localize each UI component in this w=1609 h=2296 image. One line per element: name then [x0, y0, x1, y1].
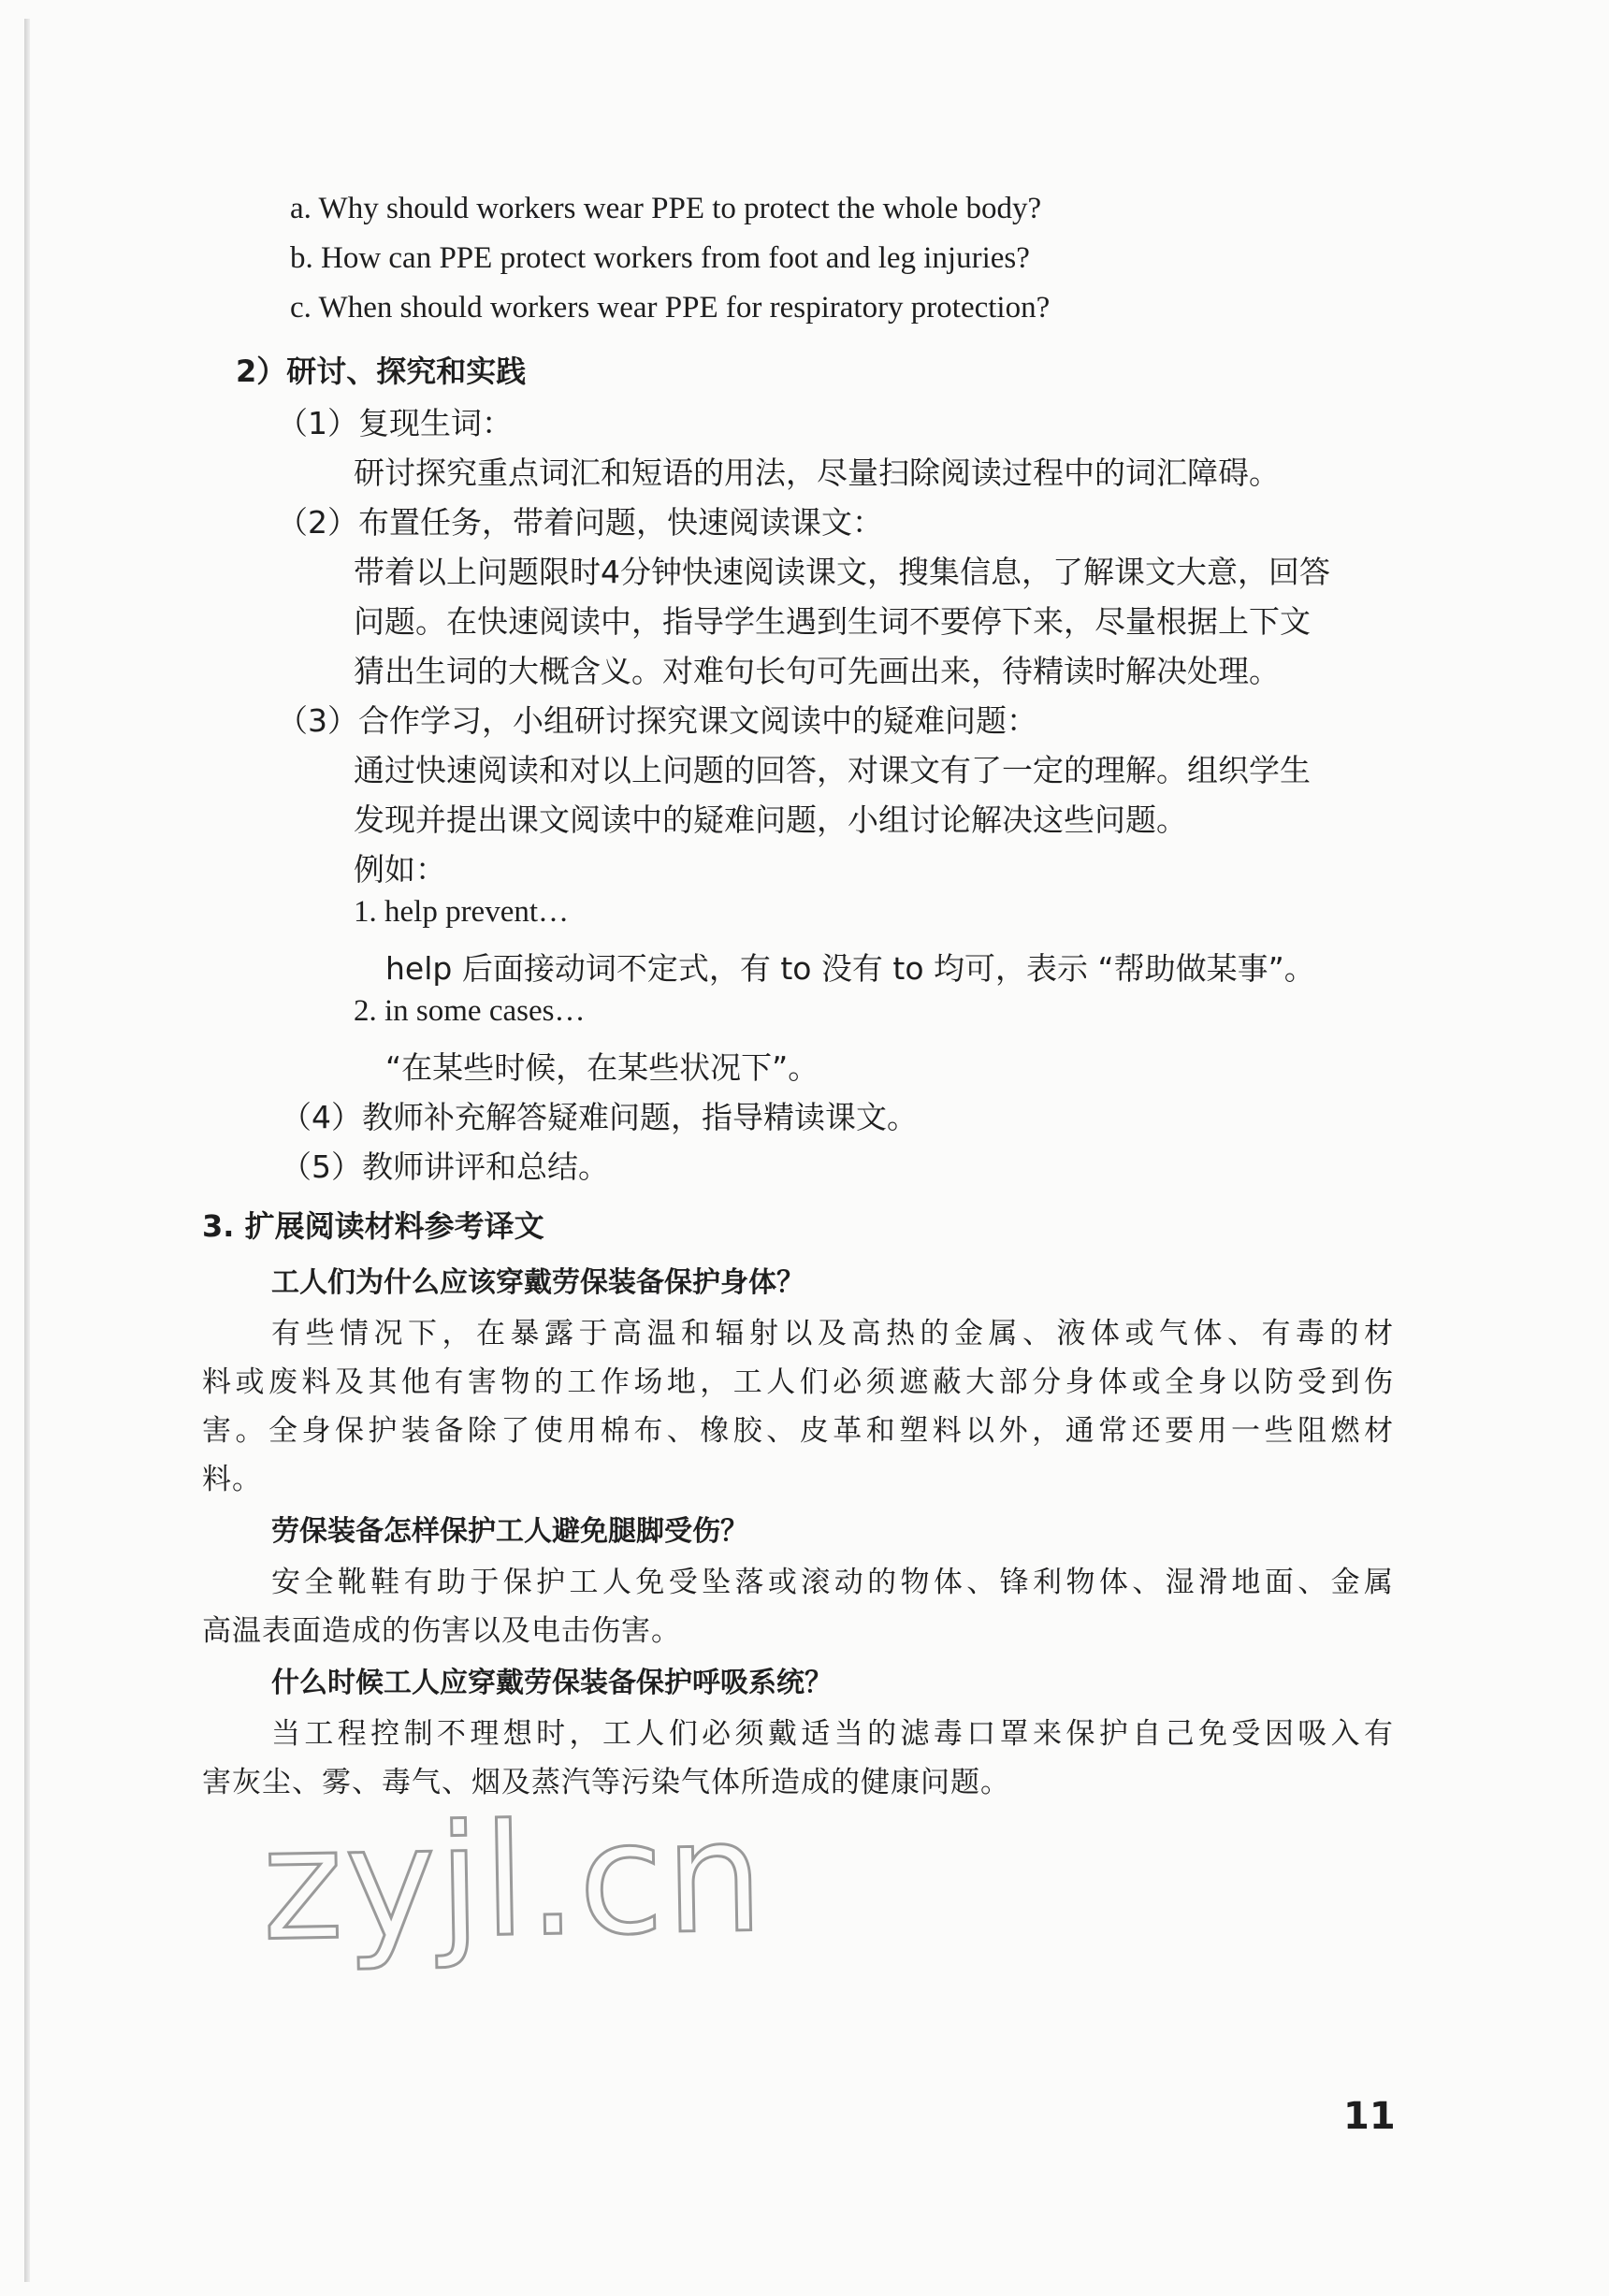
section3-heading: 3. 扩展阅读材料参考译文	[202, 1208, 544, 1244]
translation-line: 料或废料及其他有害物的工作场地，工人们必须遮蔽大部分身体或全身以防受到伤	[202, 1365, 1394, 1399]
example-note: help 后面接动词不定式，有 to 没有 to 均可，表示 “帮助做某事”。	[385, 950, 1315, 987]
step2-body-line: 问题。在快速阅读中，指导学生遇到生词不要停下来，尽量根据上下文	[354, 603, 1311, 640]
watermark-logo: zyjl.cn	[260, 1786, 767, 1975]
question-c: c. When should workers wear PPE for respiratory protection?	[290, 291, 1051, 325]
step1-body-line: 研讨探究重点词汇和短语的用法，尽量扫除阅读过程中的词汇障碍。	[354, 455, 1280, 491]
step4: （4）教师补充解答疑难问题，指导精读课文。	[281, 1099, 918, 1135]
translation-line: 当工程控制不理想时，工人们必须戴适当的滤毒口罩来保护自己免受因吸入有	[271, 1717, 1394, 1751]
example-label: 例如：	[354, 851, 446, 888]
example-phrase: 1. help prevent…	[354, 895, 570, 929]
step3-body-line: 通过快速阅读和对以上问题的回答，对课文有了一定的理解。组织学生	[354, 752, 1311, 788]
question-b: b. How can PPE protect workers from foot and leg injuries?	[290, 241, 1030, 275]
translation-line: 高温表面造成的伤害以及电击伤害。	[202, 1614, 681, 1648]
example-note: “在某些时候，在某些状况下”。	[385, 1049, 819, 1086]
step1-title: （1）复现生词：	[277, 405, 513, 441]
step2-title: （2）布置任务，带着问题，快速阅读课文：	[277, 504, 883, 541]
section2-heading: 2）研讨、探究和实践	[236, 354, 527, 389]
translation-title: 劳保装备怎样保护工人避免腿脚受伤？	[271, 1515, 748, 1548]
translation-title: 什么时候工人应穿戴劳保装备保护呼吸系统？	[271, 1667, 833, 1699]
page-number: 11	[1343, 2095, 1396, 2138]
translation-line: 安全靴鞋有助于保护工人免受坠落或滚动的物体、锋利物体、湿滑地面、金属	[271, 1566, 1394, 1599]
translation-line: 有些情况下，在暴露于高温和辐射以及高热的金属、液体或气体、有毒的材	[271, 1317, 1394, 1350]
step3-title: （3）合作学习，小组研讨探究课文阅读中的疑难问题：	[277, 702, 1037, 739]
question-a: a. Why should workers wear PPE to protect the whole body?	[290, 192, 1042, 225]
translation-title: 工人们为什么应该穿戴劳保装备保护身体？	[271, 1266, 804, 1299]
binding-edge	[24, 19, 30, 2282]
step3-body-line: 发现并提出课文阅读中的疑难问题，小组讨论解决这些问题。	[354, 801, 1187, 838]
step5: （5）教师讲评和总结。	[281, 1148, 609, 1185]
translation-line: 料。	[202, 1463, 262, 1496]
step2-body-line: 带着以上问题限时4分钟快速阅读课文，搜集信息，了解课文大意，回答	[354, 554, 1330, 590]
translation-line: 害。全身保护装备除了使用棉布、橡胶、皮革和塑料以外，通常还要用一些阻燃材	[202, 1414, 1394, 1448]
step2-body-line: 猜出生词的大概含义。对难句长句可先画出来，待精读时解决处理。	[354, 653, 1280, 689]
translation-line: 害灰尘、雾、毒气、烟及蒸汽等污染气体所造成的健康问题。	[202, 1766, 1010, 1799]
example-phrase: 2. in some cases…	[354, 994, 586, 1028]
